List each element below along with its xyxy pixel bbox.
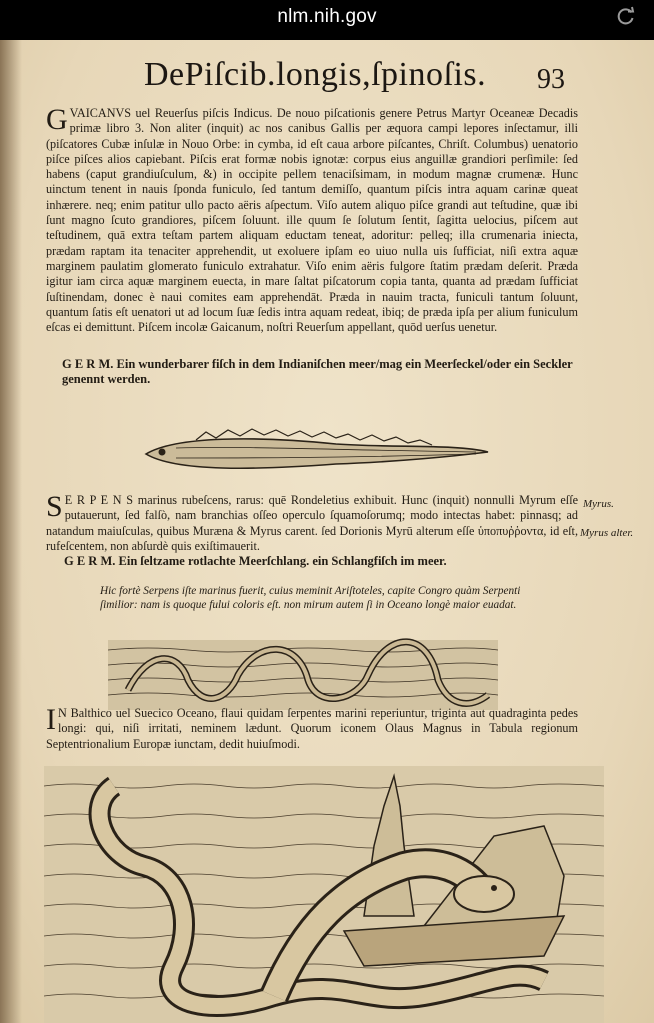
paragraph-text: VAICANVS uel Reuerſus piſcis Indicus. De nouo piſcationis genere Petrus Martyr Oceaneæ Decadis primæ libro 3. Non aliter (inquit) ac nos canibus Gallis per æquora campi lepores inſectamur, illi (piſcatores Cubæ inſulæ in Nouo Orbe: in cymba, id eſt caua arbore piſcantes, Chriſt. Columbus) uenatorio piſce piſces alios capiebant. Piſcis erat formæ nobis ignotæ: corpus eius anguillæ grandiori perſimile: ſed habens (caput grandiuſculum, &) in occipite pellem tenaciſsimam, in modum magnæ crumenæ. Hunc uinctum tenent in nauis ſponda funiculo, ſed tantum demiſſo, quantum piſcis intra aquam carinæ queat inhærere. neq; enim patitur ullo pacto aëris aſpectum. Viſo autem aliquo piſce grandi aut teſtudine, quæ ibi ſunt magno ſcuto grandiores, piſcem ſoluunt. ille quum ſe ſolutum ſentit, ſagitta uelocius, piſcem aut teſtudinem, quā extra teſtam partem aliquam eductam teneat, adoritur: pelleq; illa crumenaria iniecta, prædam raptam ita tenaciter apprehendit, ut exoluere ipſam eo uiuo nulla uis ſufficiat, niſi extra aquæ marginem paulatim glomerato funiculo extrahatur. Viſo enim aëris fulgore ſtatim prædam deſerit. Præda igitur iam circa aquæ marginem euecta, in mare ſaltat piſcatorum copia tanta, quanta ad prædam ſufficiat ſuſtinendam, donec è naui comites eam apprehendāt. Præda in nauim tracta, funiculi tantum ſoluunt, quantum ſatis eſt uenatori ut ad locum ſuæ ſedis intra aquam redeat, ibiq; de præda ipſa per alium funiculum eſcas ei demittunt. Piſcem incolæ Gaicanum, noſtri Reuerſum appellant, quōd uerſus uenetur. <box>46 106 578 335</box>
italic-annotation: Hic fortè Serpens iſte marinus fuerit, cuius meminit Ariſtoteles, capite Congro quàm Serpenti ſimilior: nam is quoque fului coloris eſt. non mirum autem ſi in Oceano longè maior euadat. <box>100 585 521 611</box>
drop-cap: S <box>46 490 63 523</box>
paragraph-balthico <box>46 703 578 752</box>
margin-note-myrus: Myrus. <box>583 498 614 510</box>
url-display[interactable]: nlm.nih.gov <box>277 6 377 27</box>
page-number: 93 <box>537 64 565 95</box>
page-gutter-shadow <box>0 40 22 1023</box>
drop-cap: G <box>46 103 68 136</box>
paragraph-serpens <box>46 490 578 554</box>
drop-cap: I <box>46 703 56 736</box>
sea-serpent-illustration <box>108 620 498 710</box>
german-caption-2: G E R M. Ein ſeltzame rotlachte Meerſchlang. ein Schlangfiſch im meer. <box>64 554 447 568</box>
german-caption-1: G E R M. Ein wunderbarer fiſch in dem Indianiſchen meer/mag ein Meerſeckel/oder ein Seckler genennt werden. <box>62 357 573 386</box>
serpent-attacking-ship-illustration <box>44 766 604 1023</box>
paragraph-gaicanus <box>46 103 578 335</box>
paragraph-text: N Balthico uel Suecico Oceano, flaui quidam ſerpentes marini reperiuntur, triginta aut quadraginta pedes longi: qui, niſi irritati, neminem lædunt. Quorum iconem Olaus Magnus in Tabula regionum Septentrionalium Europæ iunctam, dedit huiuſmodi. <box>46 706 578 751</box>
paragraph-text: E R P E N S marinus rubeſcens, rarus: quē Rondeletius exhibuit. Hunc (inquit) nonnulli Myrum eſſe putauerunt, ſed falſò, nam branchias oſſeo operculo ſquamoſorumq; modo intectas habet: pinnasq; ad natandum maiuſculas, quibus Muræna & Myrus carent. ſed Dorionis Myrū alterum eſſe ὑποπυῤῥοντα, id eſt, rufeſcentem, non abſurdè quis exiſtimauerit. <box>46 493 578 553</box>
margin-note-myrus-alter: Myrus alter. <box>580 527 634 539</box>
page-title: DePiſcib.longis,ſpinoſis. <box>144 56 487 93</box>
browser-top-bar <box>0 0 654 40</box>
fish-illustration <box>136 422 496 482</box>
reload-icon[interactable] <box>616 6 636 26</box>
book-page-scan <box>0 40 654 1023</box>
